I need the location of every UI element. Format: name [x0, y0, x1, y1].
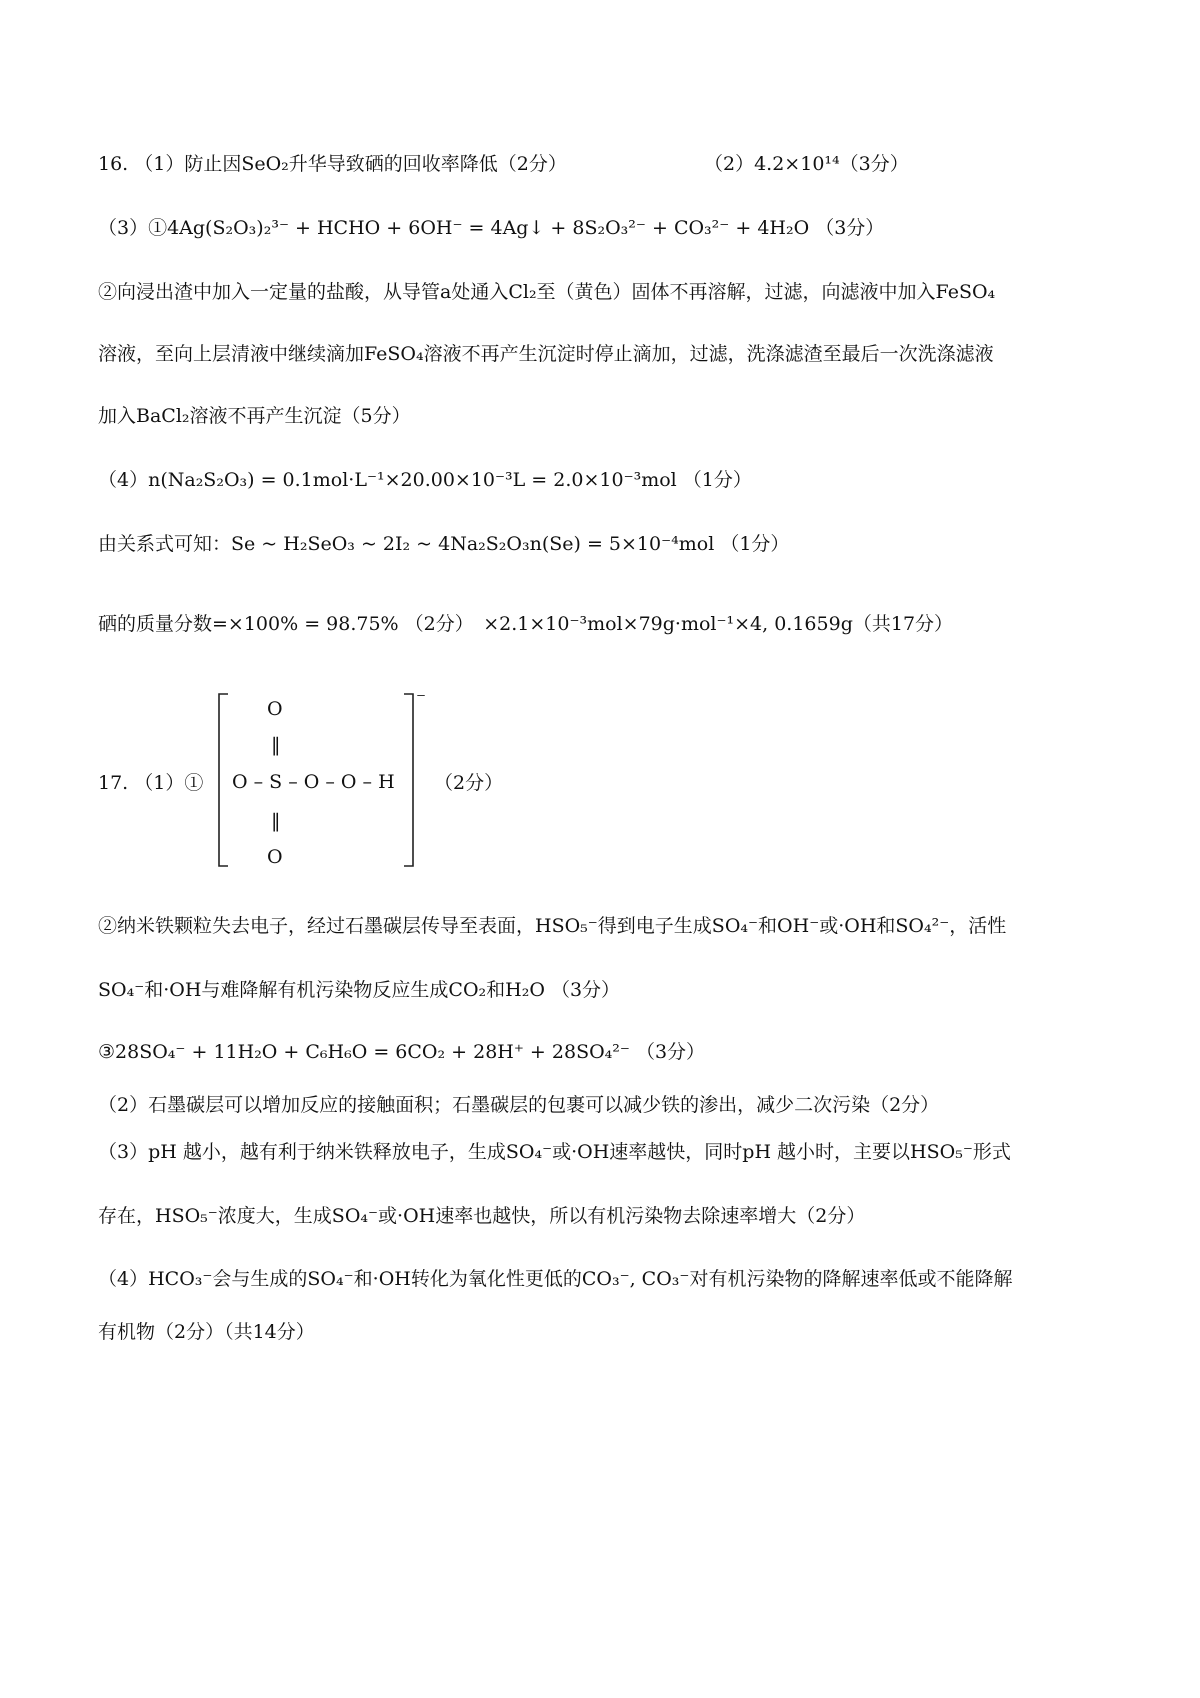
q17-line-5: （2）石墨碳层可以增加反应的接触面积；石墨碳层的包裹可以减少铁的渗出，减少二次污染（2分） [98, 1094, 940, 1116]
q17-line-2: ②纳米铁颗粒失去电子，经过石墨碳层传导至表面，HSO₅⁻得到电子生成SO₄⁻和OH⁻或·OH和SO₄²⁻，活性 [98, 915, 1007, 937]
q16-line-7: 由关系式可知：Se ~ H₂SeO₃ ~ 2I₂ ~ 4Na₂S₂O₃n(Se) = 5×10⁻⁴mol （1分） [98, 533, 790, 555]
q17-line-8: （4）HCO₃⁻会与生成的SO₄⁻和·OH转化为氧化性更低的CO₃⁻, CO₃⁻对有机污染物的降解速率低或不能降解 [98, 1268, 1013, 1290]
q16-line-6: （4）n(Na₂S₂O₃) = 0.1mol·L⁻¹×20.00×10⁻³L = 2.0×10⁻³mol （1分） [98, 469, 752, 491]
q17-line-4: ③28SO₄⁻ + 11H₂O + C₆H₆O = 6CO₂ + 28H⁺ + 28SO₄²⁻ （3分） [98, 1041, 706, 1063]
ion-charge: ⁻ [416, 688, 427, 710]
oxygen-top: O [267, 698, 283, 720]
q16-line-5: 加入BaCl₂溶液不再产生沉淀（5分） [98, 405, 411, 427]
left-bracket [216, 692, 230, 868]
q17-line-7: 存在，HSO₅⁻浓度大，生成SO₄⁻或·OH速率也越快，所以有机污染物去除速率增大（2分） [98, 1205, 866, 1227]
q16-line-3: ②向浸出渣中加入一定量的盐酸，从导管a处通入Cl₂至（黄色）固体不再溶解，过滤，向滤液中加入FeSO₄ [98, 281, 996, 303]
q17-line-9: 有机物（2分）（共14分） [98, 1321, 315, 1343]
q17-score-1: （2分） [434, 772, 504, 794]
oxygen-bottom: O [267, 846, 283, 868]
q16-line-1a: 16. （1）防止因SeO₂升华导致硒的回收率降低（2分） [98, 153, 567, 175]
q17-label: 17. （1）① [98, 772, 204, 794]
q16-line-8: 硒的质量分数=×100% = 98.75% （2分） ×2.1×10⁻³mol×79g·mol⁻¹×4, 0.1659g（共17分） [98, 613, 954, 635]
q17-line-3: SO₄⁻和·OH与难降解有机污染物反应生成CO₂和H₂O （3分） [98, 979, 621, 1001]
double-bond-top: ‖ [271, 734, 281, 756]
q16-line-2: （3）①4Ag(S₂O₃)₂³⁻ + HCHO + 6OH⁻ = 4Ag↓ + 8S₂O₃²⁻ + CO₃²⁻ + 4H₂O （3分） [98, 217, 885, 239]
main-chain: O – S – O – O – H [232, 771, 395, 793]
right-bracket [402, 692, 416, 868]
q16-line-4: 溶液，至向上层清液中继续滴加FeSO₄溶液不再产生沉淀时停止滴加，过滤，洗涤滤渣至最后一次洗涤滤液 [98, 343, 994, 365]
q16-line-1b: （2）4.2×10¹⁴（3分） [704, 153, 909, 175]
q17-line-6: （3）pH 越小，越有利于纳米铁释放电子，生成SO₄⁻或·OH速率越快，同时pH 越小时，主要以HSO₅⁻形式 [98, 1141, 1011, 1163]
double-bond-bottom: ‖ [271, 810, 281, 832]
